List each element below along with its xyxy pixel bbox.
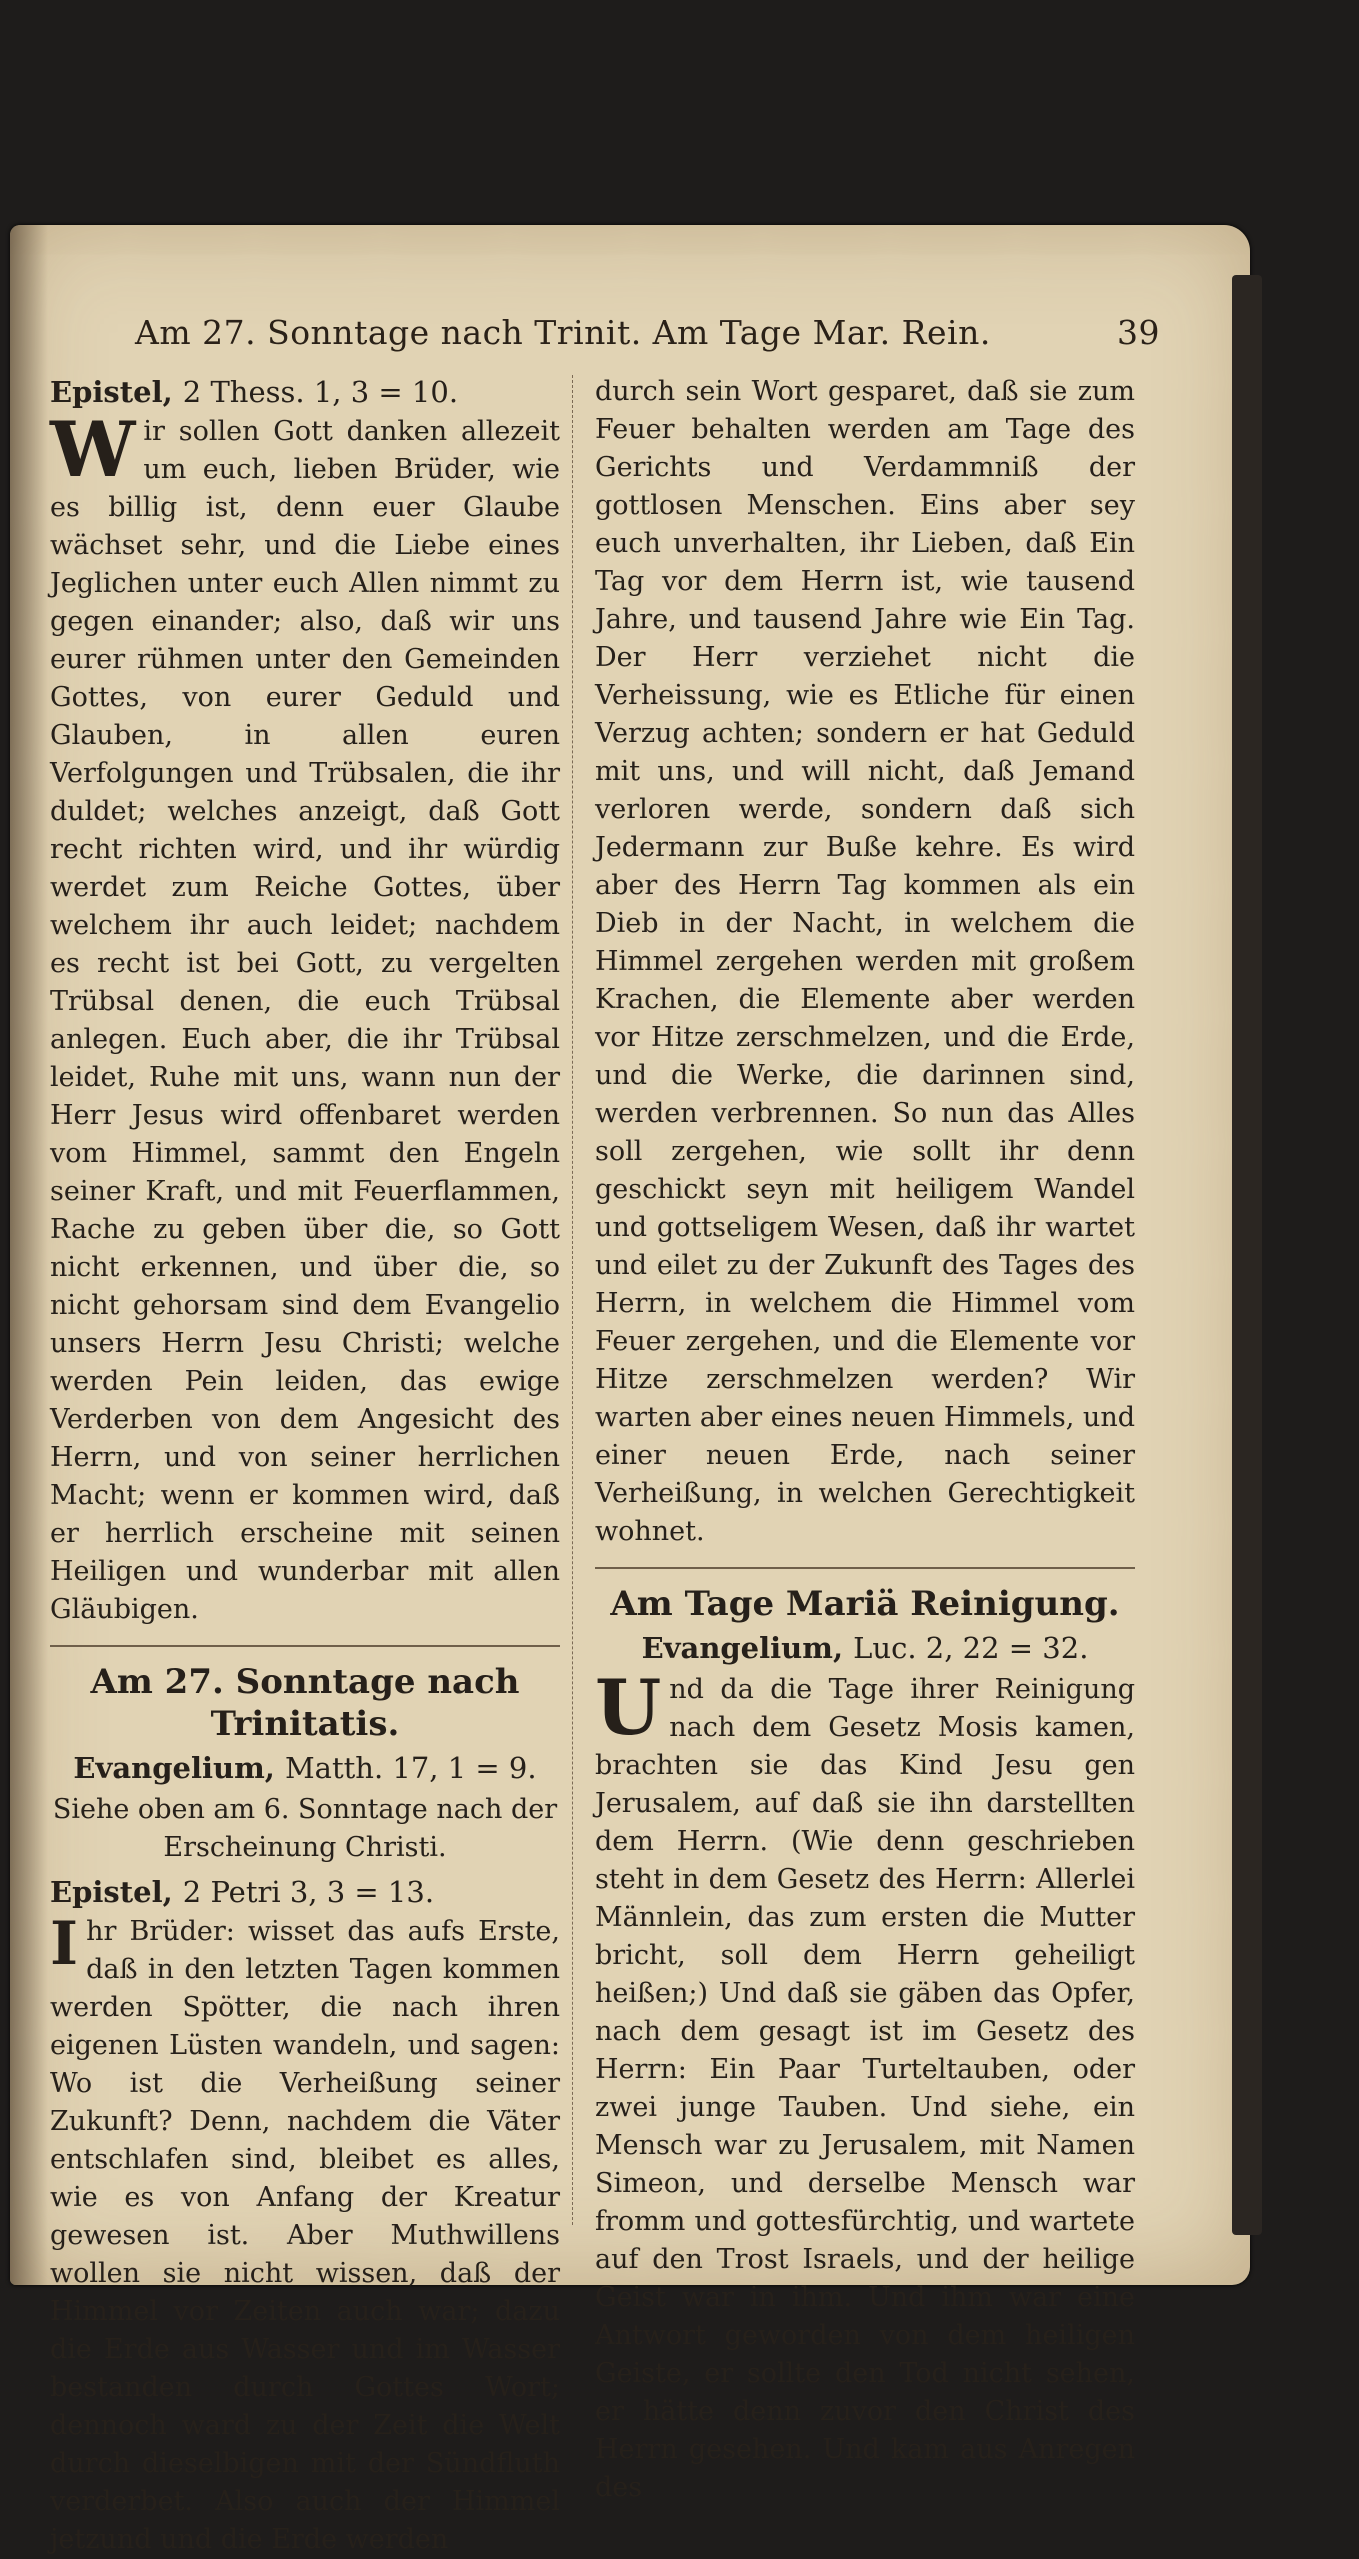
epistel-text-2: Ihr Brüder: wisset das aufs Erste, daß in den letzten Tagen kommen werden Spötter, die nach ihren eigenen Lüsten wandeln, und sagen: Wo ist die Verheißung seiner Zukunft? Denn, nachdem die Väter entschlafen sind, bleibet es alles, wie es von Anfang der Kreatur gewesen ist. Aber Muthwillens wollen sie nicht wissen, daß der Himmel vor Zeiten auch war; dazu die Erde aus Wasser und im Wasser bestanden durch Gottes Wort; dennoch ward zu der Zeit die Welt durch dieselbigen mit der Sündfluth verderbet. Also auch der Himmel jetzund und die Erde werden [50,1909,560,2555]
running-head [135,313,1160,352]
column-divider [572,375,574,2225]
evangelium-text: Und da die Tage ihrer Reinigung nach dem Gesetz Mosis kamen, brachten sie das Kind Jesu gen Jerusalem, auf daß sie ihn darstellten dem Herrn. (Wie denn geschrieben steht in dem Gesetz des Herrn: Allerlei Männlein, das zum ersten die Mutter bricht, soll dem Herrn geheiligt heißen;) Und daß sie gäben das Opfer, nach dem gesagt ist im Gesetz des Herrn: Ein Paar Turteltauben, oder zwei junge Tauben. Und siehe, ein Mensch war zu Jerusalem, mit Namen Simeon, und derselbe Mensch war fromm und gottesfürchtig, und wartete auf den Trost Israels, und der heilige Geist war in ihm. Und ihm war eine Antwort geworden von dem heiligen Geiste, er sollte den Tod nicht sehen, er hätte denn zuvor den Christ des Herrn gesehen. Und kam aus Anregen des [595,1663,1135,2503]
book-cover-edge [1232,275,1262,2235]
right-column [595,373,1135,2507]
spine-shadow [10,225,48,2285]
section-title-mariae-reinigung: Am Tage Mariä Reinigung. [610,1584,1120,1624]
drop-cap: W [50,405,136,494]
evangelium-heading-left: Evangelium, Matth. 17, 1 = 9. [73,1751,537,1785]
left-column [50,373,560,2559]
running-head-title: Am 27. Sonntage nach Trinit. Am Tage Mar. Rein. [135,313,991,352]
epistel-heading-1: Epistel, 2 Thess. 1, 3 = 10. [50,375,459,409]
section-rule [595,1567,1135,1569]
section-title-trinitatis: Am 27. Sonntage nach Trinitatis. [90,1662,520,1744]
section-rule [50,1645,560,1647]
evangelium-note: Siehe oben am 6. Sonntage nach der Erscheinung Christi. [52,1794,558,1863]
drop-cap: U [595,1663,662,1752]
drop-cap: I [50,1909,79,1979]
evangelium-heading-right: Evangelium, Luc. 2, 22 = 32. [641,1631,1089,1665]
book-page [10,225,1250,2555]
epistel-continuation: durch sein Wort gesparet, daß sie zum Feuer behalten werden am Tage des Gerichts und Verdammniß der gottlosen Menschen. Eins aber sey euch unverhalten, ihr Lieben, daß Ein Tag vor dem Herrn ist, wie tausend Jahre, und tausend Jahre wie Ein Tag. Der Herr verziehet nicht die Verheissung, wie es Etliche für einen Verzug achten; sondern er hat Geduld mit uns, und will nicht, daß Jemand verloren werde, sondern daß sich Jedermann zur Buße kehre. Es wird aber des Herrn Tag kommen als ein Dieb in der Nacht, in welchem die Himmel zergehen werden mit großem Krachen, die Elemente aber werden vor Hitze zerschmelzen, und die Erde, und die Werke, die darinnen sind, werden verbrennen. So nun das Alles soll zergehen, wie sollt ihr denn geschickt seyn mit heiligem Wandel und gottseligem Wesen, daß ihr wartet und eilet zu der Zukunft des Tages des Herrn, in welchem die Himmel vom Feuer zergehen, und die Elemente vor Hitze zerschmelzen werden? Wir warten aber eines neuen Himmels, und einer neuen Erde, nach seiner Verheißung, in welchen Gerechtigkeit wohnet. [595,376,1135,1547]
epistel-text-1: Wir sollen Gott danken allezeit um euch, lieben Brüder, wie es billig ist, denn euer Glaube wächset sehr, und die Liebe eines Jeglichen unter euch Allen nimmt zu gegen einander; also, daß wir uns eurer rühmen unter den Gemeinden Gottes, von eurer Geduld und Glauben, in allen euren Verfolgungen und Trübsalen, die ihr duldet; welches anzeigt, daß Gott recht richten wird, und ihr würdig werdet zum Reiche Gottes, über welchem ihr auch leidet; nachdem es recht ist bei Gott, zu vergelten Trübsal denen, die euch Trübsal anlegen. Euch aber, die ihr Trübsal leidet, Ruhe mit uns, wann nun der Herr Jesus wird offenbaret werden vom Himmel, sammt den Engeln seiner Kraft, und mit Feuerflammen, Rache zu geben über die, so Gott nicht erkennen, und über die, so nicht gehorsam sind dem Evangelio unsers Herrn Jesu Christi; welche werden Pein leiden, das ewige Verderben von dem Angesicht des Herrn, und von seiner herrlichen Macht; wenn er kommen wird, daß er herrlich erscheine mit seinen Heiligen und wunderbar mit allen Gläubigen. [50,405,560,1625]
page-number: 39 [1117,313,1160,352]
epistel-heading-2: Epistel, 2 Petri 3, 3 = 13. [50,1875,435,1909]
